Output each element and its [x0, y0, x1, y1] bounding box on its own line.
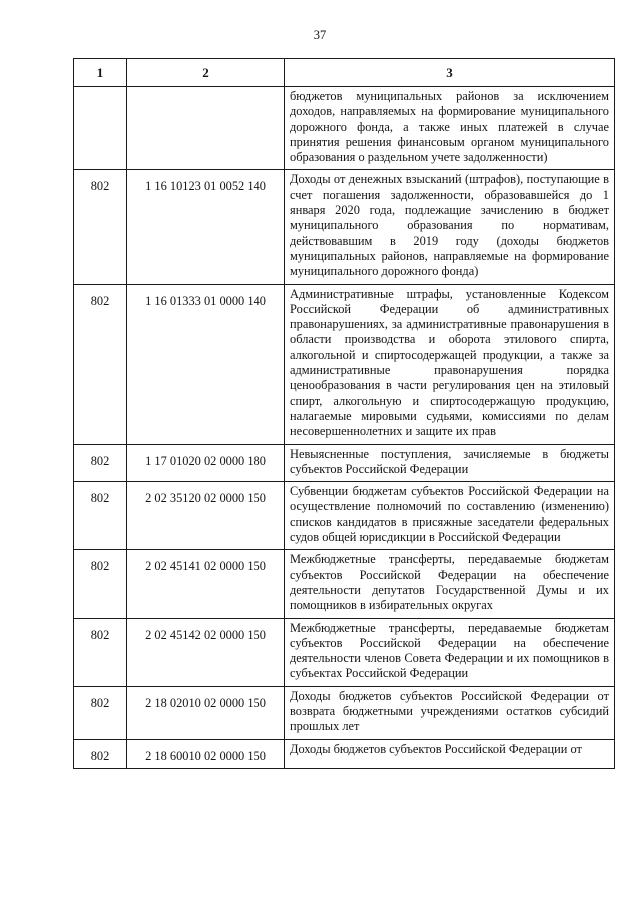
- income-codes-table: [73, 58, 615, 769]
- description-cell: бюджетов муниципальных районов за исключением доходов, направляемых на формирование муниципального дорожного фонда, а также иных платежей в случае принятия решения финансовым органом муниципального образования о раздельном учете задолженности): [285, 87, 615, 170]
- column-header-2: 2: [127, 59, 285, 87]
- budget-code-cell: 2 02 45141 02 0000 150: [127, 550, 285, 618]
- budget-code-cell: 2 02 45142 02 0000 150: [127, 618, 285, 686]
- table-row: [74, 482, 615, 550]
- description-cell: Межбюджетные трансферты, передаваемые бюджетам субъектов Российской Федерации на обеспечение деятельности депутатов Государственной Думы и их помощников в избирательных округах: [285, 550, 615, 618]
- admin-code-cell: 802: [74, 284, 127, 444]
- budget-code-cell: 1 16 10123 01 0052 140: [127, 170, 285, 284]
- description-cell: Доходы бюджетов субъектов Российской Федерации от возврата бюджетными учреждениями остатков субсидий прошлых лет: [285, 686, 615, 739]
- budget-code-cell: [127, 87, 285, 170]
- admin-code-cell: 802: [74, 170, 127, 284]
- description-cell: Межбюджетные трансферты, передаваемые бюджетам субъектов Российской Федерации на обеспечение деятельности членов Совета Федерации и их помощников в субъектах Российской Федерации: [285, 618, 615, 686]
- table-row: [74, 170, 615, 284]
- description-cell: Административные штрафы, установленные Кодексом Российской Федерации об административных правонарушениях, за административные правонарушения в области производства и оборота этилового спирта, алкогольной и спиртосодержащей продукции, а также за административные правонарушения порядка ценообразования в части регулирования цен на этиловый спирт, алкогольную и спиртосодержащую продукцию, налагаемые мировыми судьями, комиссиями по делам несовершеннолетних и защите их прав: [285, 284, 615, 444]
- table-row: [74, 87, 615, 170]
- table-row: [74, 444, 615, 482]
- admin-code-cell: 802: [74, 686, 127, 739]
- table-row: [74, 739, 615, 768]
- description-cell: Доходы от денежных взысканий (штрафов), поступающие в счет погашения задолженности, образовавшейся до 1 января 2020 года, подлежащие зачислению в бюджет муниципального образования по нормативам, действовавшим в 2019 году (доходы бюджетов муниципальных районов, направляемые на формирование муниципального дорожного фонда): [285, 170, 615, 284]
- column-header-3: 3: [285, 59, 615, 87]
- page-number: 37: [313, 28, 327, 42]
- description-cell: Доходы бюджетов субъектов Российской Федерации от: [285, 739, 615, 768]
- table-row: [74, 686, 615, 739]
- table-row: [74, 284, 615, 444]
- budget-code-cell: 2 18 60010 02 0000 150: [127, 739, 285, 768]
- table-header-row: [74, 59, 615, 87]
- description-cell: Субвенции бюджетам субъектов Российской Федерации на осуществление полномочий по составлению (изменению) списков кандидатов в присяжные заседатели федеральных судов общей юрисдикции в Российской Федерации: [285, 482, 615, 550]
- budget-code-cell: 2 18 02010 02 0000 150: [127, 686, 285, 739]
- admin-code-cell: 802: [74, 739, 127, 768]
- budget-code-cell: 1 17 01020 02 0000 180: [127, 444, 285, 482]
- admin-code-cell: 802: [74, 444, 127, 482]
- description-cell: Невыясненные поступления, зачисляемые в бюджеты субъектов Российской Федерации: [285, 444, 615, 482]
- admin-code-cell: 802: [74, 482, 127, 550]
- admin-code-cell: [74, 87, 127, 170]
- table-row: [74, 550, 615, 618]
- budget-code-cell: 1 16 01333 01 0000 140: [127, 284, 285, 444]
- admin-code-cell: 802: [74, 550, 127, 618]
- column-header-1: 1: [74, 59, 127, 87]
- budget-code-cell: 2 02 35120 02 0000 150: [127, 482, 285, 550]
- table-row: [74, 618, 615, 686]
- admin-code-cell: 802: [74, 618, 127, 686]
